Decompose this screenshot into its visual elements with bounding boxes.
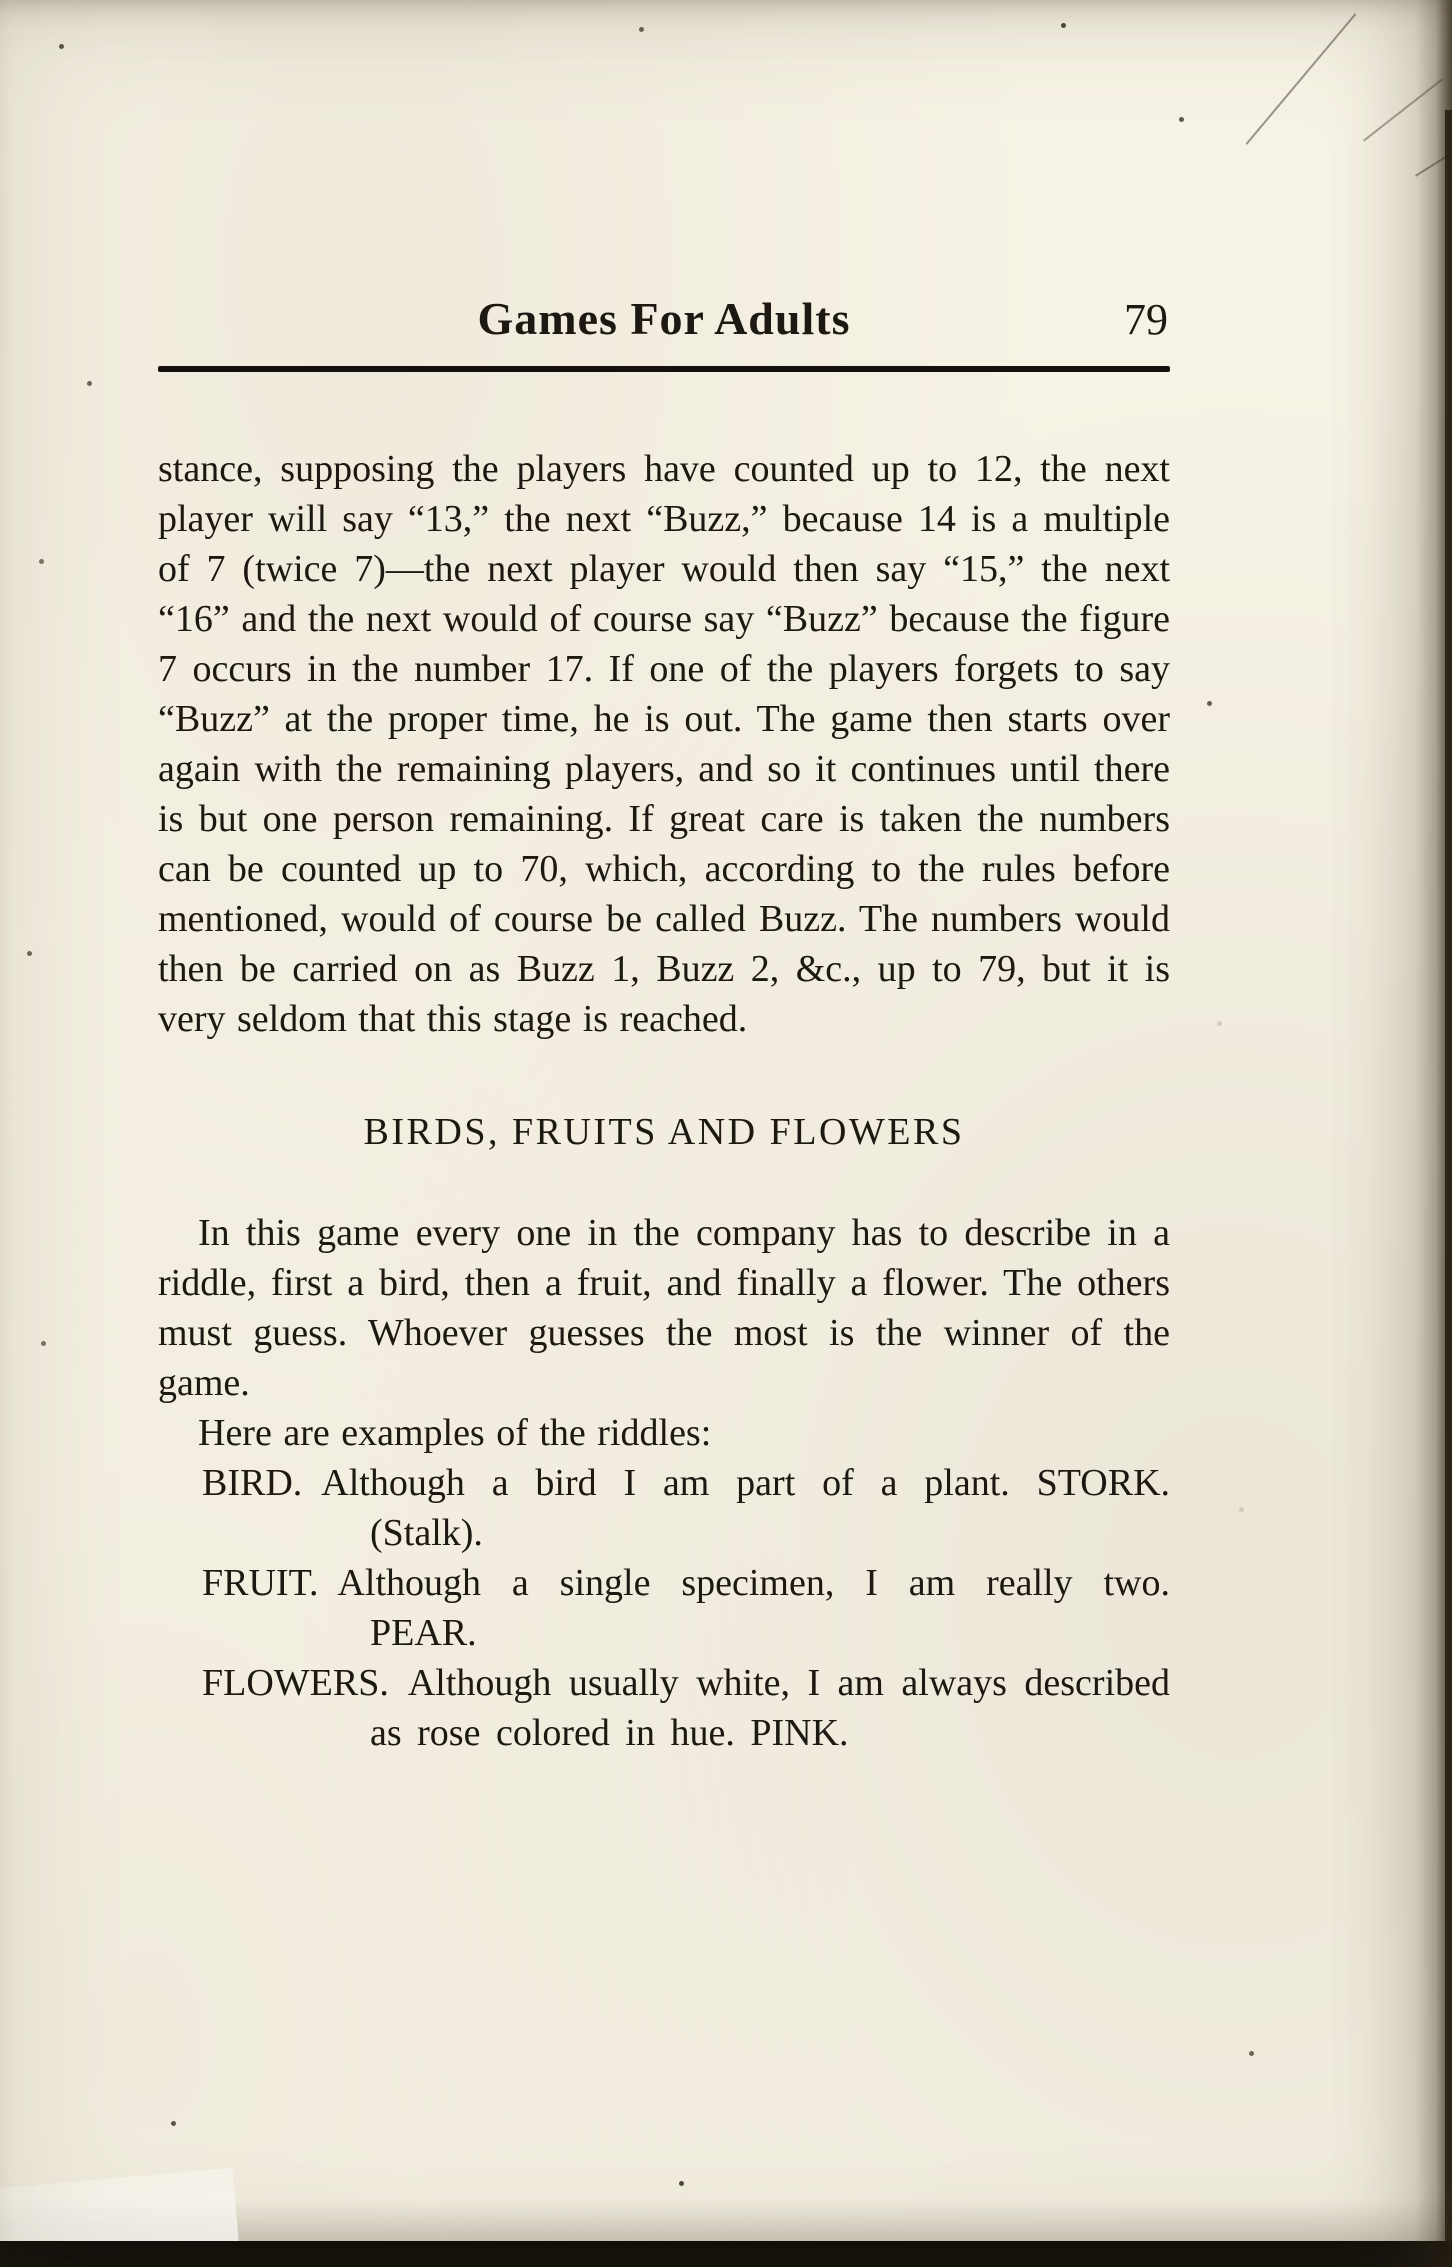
running-header [158, 292, 1170, 356]
page-bottom-black-bar [0, 2241, 1452, 2267]
riddle-text: Although usually white, I am always described as rose colored in hue. [370, 1662, 1170, 1754]
intro-paragraph: In this game every one in the company has to describe in a riddle, first a bird, then a fruit, and finally a flower. The others must guess. Whoever guesses the most is the winner of the game. [158, 1212, 1170, 1404]
page-edge-dark-strip [1445, 110, 1452, 2267]
buzz-game-paragraph: stance, supposing the players have counted up to 12, the next player will say “13,” the next “Buzz,” because 14 is a multiple of 7 (twice 7)—the next player would then say “15,” the next “16” and the next would of course say “Buzz” because the figure 7 occurs in the number 17. If one of the players forgets to say “Buzz” at the proper time, he is out. The game then starts over again with the remaining players, and so it continues until there is but one person remaining. If great care is taken the numbers can be counted up to 70, which, according to the rules before mentioned, would of course be called Buzz. The numbers would then be carried on as Buzz 1, Buzz 2, &c., up to 79, but it is very seldom that this stage is reached. [158, 448, 1170, 1040]
scan-scratch-mark [1246, 13, 1357, 145]
riddle-text: Although a bird I am part of a plant. [321, 1462, 1010, 1504]
scan-speckle-noise [0, 0, 3, 3]
page-number: 79 [1124, 295, 1168, 344]
header-rule [158, 366, 1170, 372]
riddle-answer: STORK. (Stalk). [370, 1462, 1171, 1554]
text-column [158, 292, 1170, 1758]
riddle-label: BIRD. [202, 1462, 303, 1504]
examples-lead: Here are examples of the riddles: [198, 1412, 712, 1454]
riddle-text: Although a single specimen, I am really two. [337, 1562, 1170, 1604]
section-heading: BIRDS, FRUITS AND FLOWERS [363, 1111, 965, 1153]
riddle-item-fruit [158, 1558, 1170, 1658]
page-content [158, 444, 1170, 1758]
riddle-label: FRUIT. [202, 1562, 319, 1604]
riddle-answer: PEAR. [370, 1612, 477, 1654]
riddle-answer: PINK. [750, 1712, 849, 1754]
riddle-item-bird [158, 1458, 1170, 1558]
riddle-item-flowers [158, 1658, 1170, 1758]
running-header-title: Games For Adults [477, 293, 851, 344]
riddle-label: FLOWERS. [202, 1662, 389, 1704]
